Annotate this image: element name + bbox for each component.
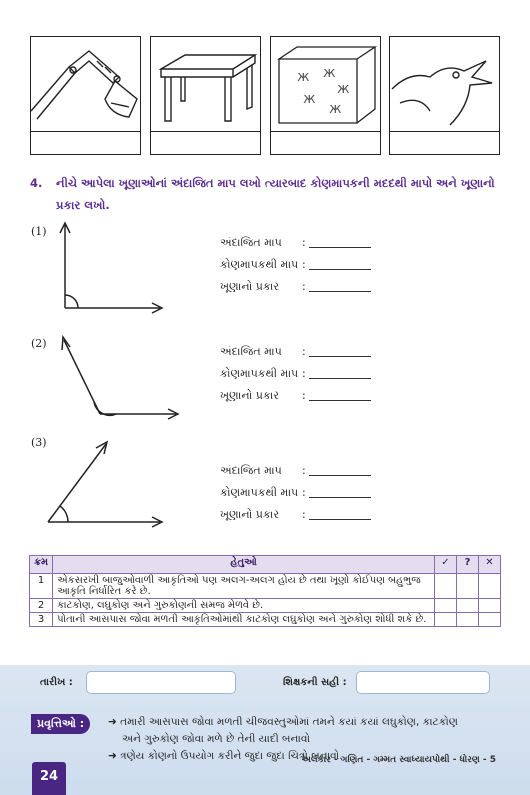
- svg-text:ж: ж: [337, 81, 350, 97]
- header-serial: ક્રમ: [30, 556, 53, 574]
- activity-line-1: ➜ તમારી આસપાસ જોવા મળતી ચીજવસ્તુઓમાં તમને કયાં કયાં લઘુકોણ, કાટકોણ: [108, 716, 458, 728]
- type-field-1: ખૂણાનો પ્રકાર :: [220, 280, 371, 294]
- right-angle-figure: [55, 220, 170, 315]
- row-number: 3: [30, 613, 53, 627]
- type-field-3: ખૂણાનો પ્રકાર :: [220, 508, 371, 522]
- butterflies-picture: [270, 36, 381, 155]
- table-drawing: [151, 37, 260, 132]
- estimated-blank-2[interactable]: [309, 347, 371, 357]
- row-number: 1: [30, 574, 53, 599]
- item-number-2: (2): [31, 337, 47, 350]
- row-number: 2: [30, 599, 53, 613]
- question-4: [30, 172, 510, 216]
- table-row: [30, 599, 501, 613]
- type-blank-1[interactable]: [309, 282, 371, 292]
- measured-field-1: કોણમાપકથી માપ :: [220, 258, 371, 272]
- table-header-row: [30, 556, 501, 574]
- svg-text:ж: ж: [297, 69, 310, 85]
- activity-tag: પ્રવૃત્તિઓ :: [31, 714, 90, 734]
- excavator-picture: [30, 36, 141, 155]
- teacher-sign-label: શિક્ષકની સહી :: [283, 677, 347, 688]
- header-tick: ✓: [435, 556, 457, 574]
- type-field-2: ખૂણાનો પ્રકાર :: [220, 389, 371, 403]
- excavator-arm-drawing: [31, 37, 140, 132]
- bird-picture: [389, 36, 500, 155]
- bird-drawing: [390, 37, 499, 132]
- question-cell[interactable]: [457, 599, 479, 613]
- activity-line-2: અને ગુરુકોણ જોવા મળે છે તેની યાદી બનાવો: [122, 733, 311, 745]
- picture-row: [30, 36, 500, 158]
- tick-cell[interactable]: [435, 574, 457, 599]
- question-cell[interactable]: [457, 574, 479, 599]
- type-blank-2[interactable]: [309, 391, 371, 401]
- header-objectives: હેતુઓ: [53, 556, 435, 574]
- svg-text:ж: ж: [303, 91, 316, 107]
- estimated-field-3: અંદાજિત માપ :: [220, 464, 371, 478]
- row-text: એકસરખી બાજુઓવાળી આકૃતિઓ પણ અલગ-અલગ હોય છે તથા ખૂણો કોઈપણ બહુભુજ આકૃતિ નિર્ધારિત કરે છે.: [53, 574, 435, 599]
- date-label: તારીખ :: [40, 677, 73, 688]
- answer-box-4[interactable]: [390, 132, 499, 154]
- table-row: [30, 613, 501, 627]
- estimated-field-1: અંદાજિત માપ :: [220, 236, 371, 250]
- svg-text:ж: ж: [323, 65, 336, 81]
- type-blank-3[interactable]: [309, 510, 371, 520]
- svg-text:ж: ж: [329, 101, 342, 117]
- measured-blank-3[interactable]: [309, 488, 371, 498]
- tick-cell[interactable]: [435, 613, 457, 627]
- book-title: અલંકાર - ગણિત - ગમ્મત સ્વાધ્યાયપોથી - ધોરણ - 5: [301, 755, 496, 765]
- measured-blank-1[interactable]: [309, 260, 371, 270]
- measured-field-2: કોણમાપકથી માપ :: [220, 367, 371, 381]
- row-text: કાટકોણ, લઘુકોણ અને ગુરુકોણની સમજ મેળવે છે.: [53, 599, 435, 613]
- header-cross: ✕: [479, 556, 501, 574]
- date-input[interactable]: [86, 671, 236, 694]
- activity-line-3: ➜ ત્રણેય કોણનો ઉપયોગ કરીને જુદા જુદા ચિત્રો બનાવો.: [108, 750, 343, 762]
- cross-cell[interactable]: [479, 574, 501, 599]
- table-row: [30, 574, 501, 599]
- question-cell[interactable]: [457, 613, 479, 627]
- item-number-1: (1): [31, 225, 47, 238]
- tick-cell[interactable]: [435, 599, 457, 613]
- answer-box-3[interactable]: [271, 132, 380, 154]
- page-number: 24: [32, 762, 66, 795]
- obtuse-angle-figure: [58, 334, 183, 424]
- objectives-table: [29, 555, 501, 627]
- question-number: 4.: [30, 176, 43, 190]
- table-picture: [150, 36, 261, 155]
- answer-box-2[interactable]: [151, 132, 260, 154]
- butterfly-box-drawing: [271, 37, 380, 132]
- acute-angle-figure: [40, 440, 170, 530]
- row-text: પોતાની આસપાસ જોવા મળતી આકૃતિઓમાંથી કાટકોણ લઘુકોણ અને ગુરુકોણ શોધી શકે છે.: [53, 613, 435, 627]
- cross-cell[interactable]: [479, 599, 501, 613]
- teacher-sign-input[interactable]: [356, 671, 490, 694]
- estimated-blank-3[interactable]: [309, 466, 371, 476]
- estimated-field-2: અંદાજિત માપ :: [220, 345, 371, 359]
- question-text: નીચે આપેલા ખૂણાઓનાં અંદાજિત માપ લખો ત્યારબાદ કોણમાપકની મદદથી માપો અને ખૂણાનો પ્રકાર લખો.: [56, 176, 495, 212]
- measured-blank-2[interactable]: [309, 369, 371, 379]
- header-question: ?: [457, 556, 479, 574]
- cross-cell[interactable]: [479, 613, 501, 627]
- item-number-3: (3): [31, 436, 47, 449]
- measured-field-3: કોણમાપકથી માપ :: [220, 486, 371, 500]
- estimated-blank-1[interactable]: [309, 238, 371, 248]
- answer-box-1[interactable]: [31, 132, 140, 154]
